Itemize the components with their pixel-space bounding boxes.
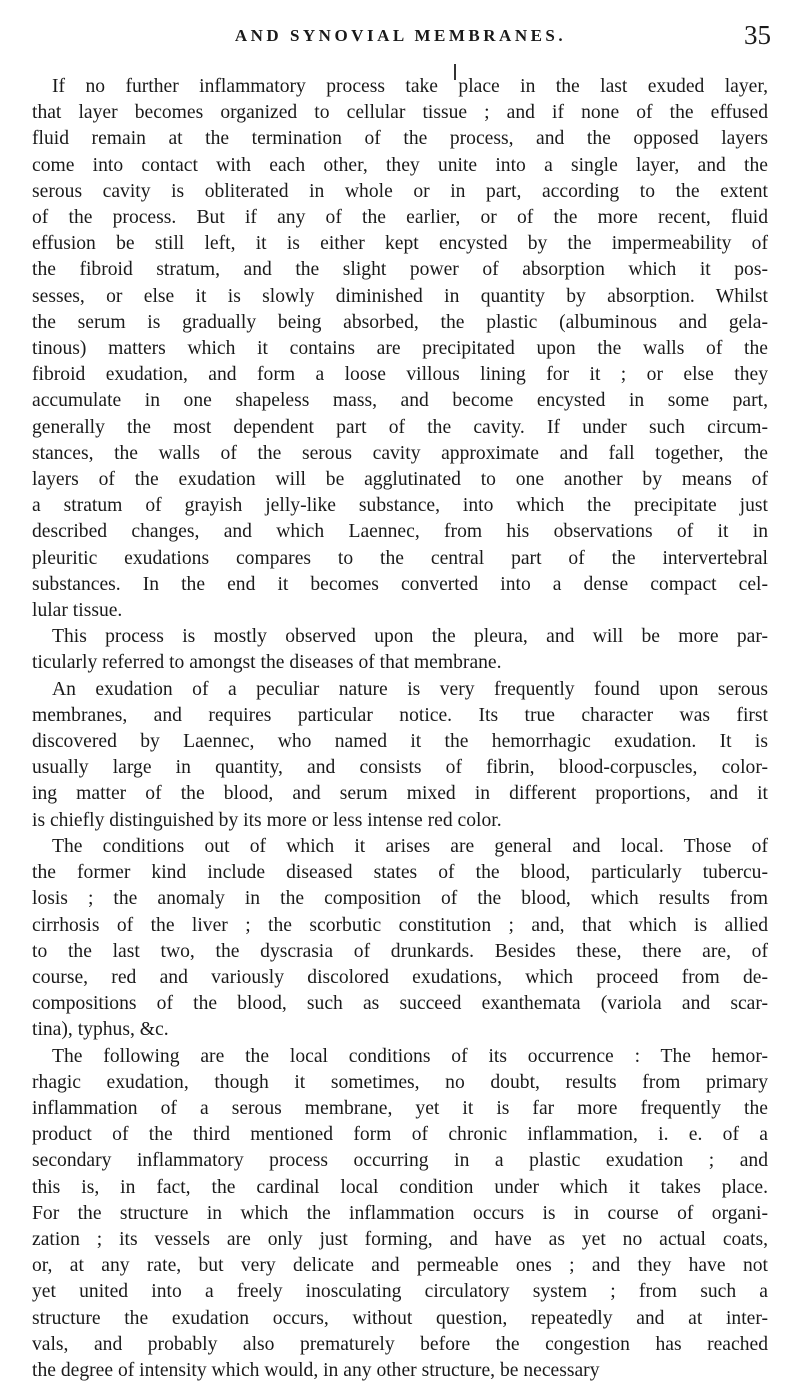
text-line: layers of the exudation will be agglutinated to one another by means of: [32, 469, 768, 491]
text-line: that layer becomes organized to cellular tissue ; and if none of the effused: [32, 102, 768, 124]
page-number: 35: [744, 20, 771, 50]
text-line: the former kind include diseased states of the blood, particularly tubercu-: [32, 862, 768, 884]
text-line: rhagic exudation, though it sometimes, no doubt, results from primary: [32, 1071, 768, 1093]
text-line: losis ; the anomaly in the composition of the blood, which results from: [32, 888, 768, 910]
text-line: secondary inflammatory process occurring in a plastic exudation ; and: [32, 1150, 768, 1172]
text-line: the degree of intensity which would, in any other structure, be necessary: [32, 1359, 600, 1381]
text-line: the serum is gradually being absorbed, the plastic (albuminous and gela-: [32, 311, 768, 333]
text-line: pleuritic exudations compares to the central part of the intervertebral: [32, 547, 768, 569]
text-line: come into contact with each other, they unite into a single layer, and the: [32, 154, 768, 176]
text-line: inflammation of a serous membrane, yet it is far more frequently the: [32, 1097, 768, 1119]
text-line: ticularly referred to amongst the diseases of that membrane.: [32, 652, 502, 674]
text-line: This process is mostly observed upon the pleura, and will be more par-: [52, 626, 768, 648]
text-line: the fibroid stratum, and the slight power of absorption which it pos-: [32, 259, 768, 281]
paragraph: [32, 74, 768, 624]
text-line: generally the most dependent part of the cavity. If under such circum-: [32, 416, 768, 438]
text-line: accumulate in one shapeless mass, and become encysted in some part,: [32, 390, 768, 412]
text-line: zation ; its vessels are only just forming, and have as yet no actual coats,: [32, 1228, 768, 1250]
text-line: a stratum of grayish jelly-like substance, into which the precipitate just: [32, 495, 768, 517]
text-line: The conditions out of which it arises are general and local. Those of: [52, 835, 768, 857]
text-line: discovered by Laennec, who named it the hemorrhagic exudation. It is: [32, 731, 768, 753]
text-line: vals, and probably also prematurely before the congestion has reached: [32, 1333, 768, 1355]
text-line: substances. In the end it becomes converted into a dense compact cel-: [32, 573, 768, 595]
text-line: If no further inflammatory process take place in the last exuded layer,: [52, 76, 768, 97]
text-line: lular tissue.: [32, 600, 123, 622]
text-line: of the process. But if any of the earlier, or of the more recent, fluid: [32, 207, 768, 229]
body-text: [32, 74, 768, 1384]
text-line: An exudation of a peculiar nature is very frequently found upon serous: [52, 678, 768, 700]
paragraph: [32, 834, 768, 1044]
text-line: For the structure in which the inflammation occurs is in course of organi-: [32, 1202, 768, 1224]
text-line: sesses, or else it is slowly diminished in quantity by absorption. Whilst: [32, 285, 768, 307]
text-line: described changes, and which Laennec, from his observations of it in: [32, 521, 768, 543]
text-line: to the last two, the dyscrasia of drunkards. Besides these, there are, of: [32, 940, 768, 962]
text-line: structure the exudation occurs, without question, repeatedly and at inter-: [32, 1307, 768, 1329]
text-line: tinous) matters which it contains are precipitated upon the walls of the: [32, 338, 768, 360]
text-line: effusion be still left, it is either kept encysted by the impermeability of: [32, 233, 768, 255]
paragraph: [32, 624, 768, 676]
text-line: stances, the walls of the serous cavity approximate and fall together, the: [32, 442, 768, 464]
text-line: fluid remain at the termination of the process, and the opposed layers: [32, 128, 768, 150]
text-line: product of the third mentioned form of chronic inflammation, i. e. of a: [32, 1124, 768, 1146]
text-line: usually large in quantity, and consists of fibrin, blood-corpuscles, color-: [32, 757, 768, 779]
running-head: [0, 20, 801, 56]
text-line: serous cavity is obliterated in whole or in part, according to the extent: [32, 180, 768, 202]
text-line: membranes, and requires particular notice. Its true character was first: [32, 704, 768, 726]
text-line: is chiefly distinguished by its more or less intense red color.: [32, 809, 502, 831]
text-line: ing matter of the blood, and serum mixed in different proportions, and it: [32, 783, 768, 805]
text-line: The following are the local conditions of its occurrence : The hemor-: [52, 1045, 768, 1067]
running-title: AND SYNOVIAL MEMBRANES.: [234, 26, 567, 45]
text-line: or, at any rate, but very delicate and permeable ones ; and they have not: [32, 1255, 768, 1277]
text-line: course, red and variously discolored exudations, which proceed from de-: [32, 966, 768, 988]
text-line: cirrhosis of the liver ; the scorbutic constitution ; and, that which is allied: [32, 914, 768, 936]
paragraph: [32, 1044, 768, 1384]
text-line: compositions of the blood, such as succeed exanthemata (variola and scar-: [32, 993, 768, 1015]
text-line: tina), typhus, &c.: [32, 1019, 169, 1041]
paragraph: [32, 677, 768, 834]
text-line: yet united into a freely inosculating circulatory system ; from such a: [32, 1281, 768, 1303]
text-line: fibroid exudation, and form a loose villous lining for it ; or else they: [32, 364, 768, 386]
text-line: this is, in fact, the cardinal local condition under which it takes place.: [32, 1176, 768, 1198]
